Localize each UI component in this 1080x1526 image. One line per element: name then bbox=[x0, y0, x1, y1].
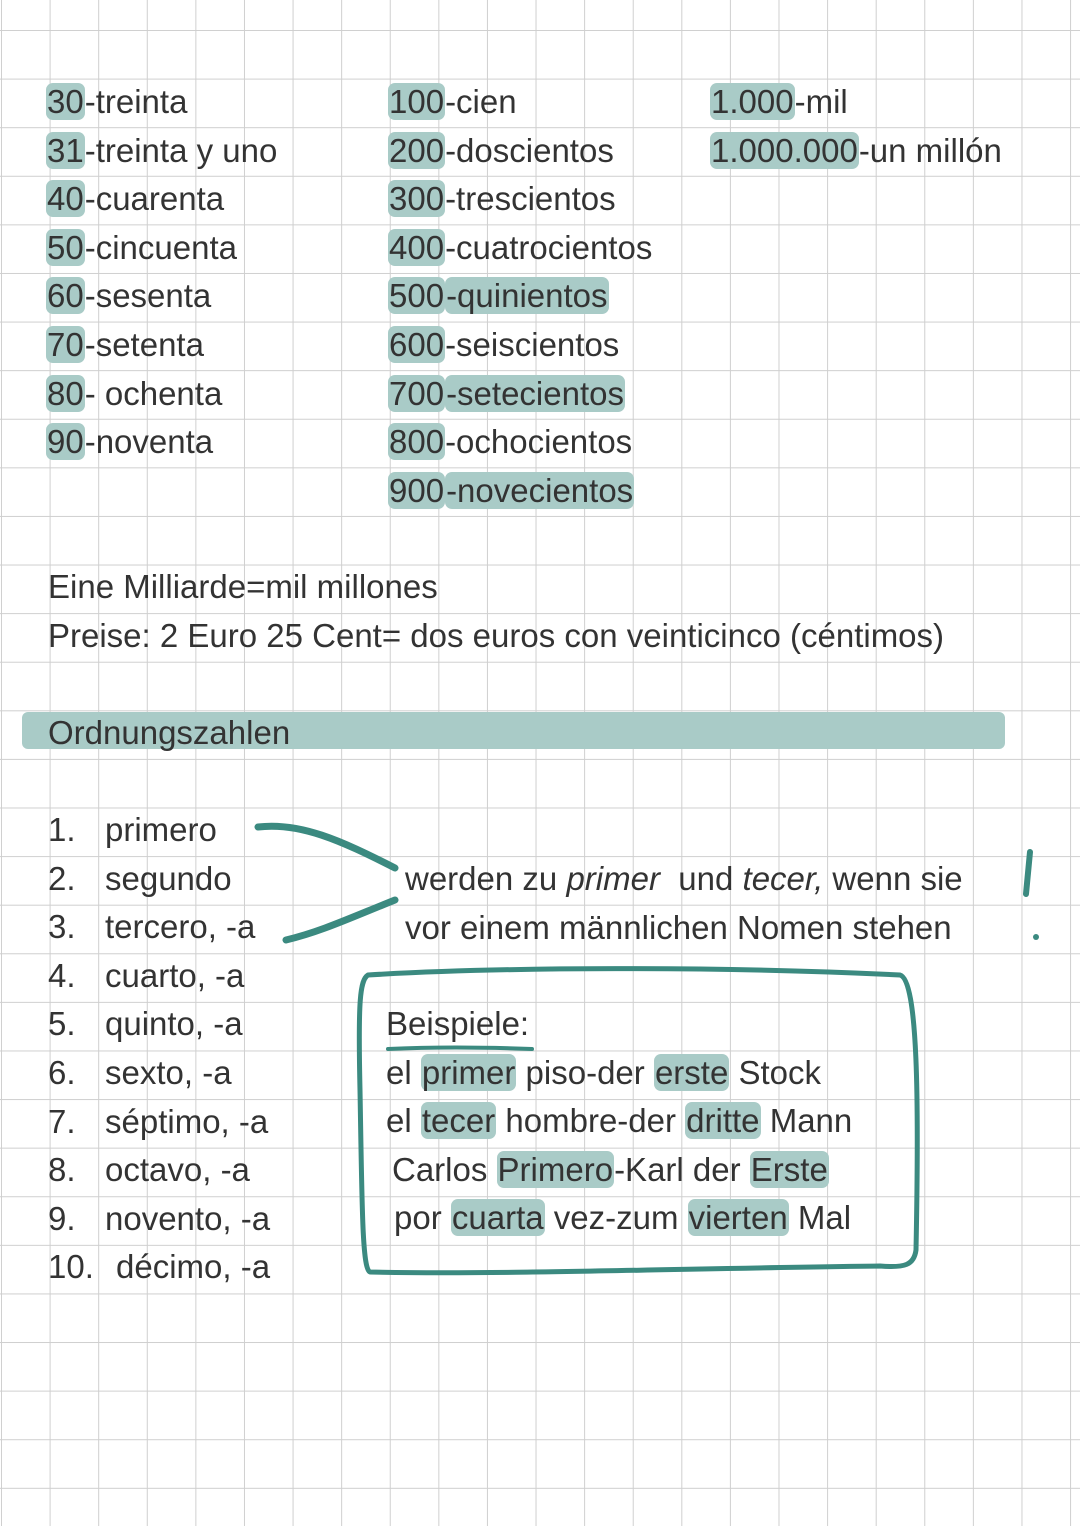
ordinal-note bbox=[405, 855, 963, 952]
list-item: 60-sesenta bbox=[47, 277, 212, 315]
examples-box bbox=[386, 1000, 852, 1243]
list-item: 9. novento, -a bbox=[48, 1199, 271, 1237]
milliarde-line: Eine Milliarde=mil millones bbox=[48, 568, 438, 605]
list-item: 80- ochenta bbox=[47, 374, 223, 412]
list-item: 500-quinientos bbox=[389, 277, 608, 315]
hundreds-list bbox=[388, 78, 652, 515]
tens-list bbox=[46, 78, 277, 467]
note-line-2: vor einem männlichen Nomen stehen bbox=[405, 908, 952, 946]
dot-mark bbox=[1033, 934, 1039, 940]
list-item: 2. segundo bbox=[48, 859, 232, 897]
list-item: 100-cien bbox=[389, 83, 517, 120]
example-line: el tecer hombre-der dritte Mann bbox=[386, 1102, 853, 1140]
list-item: 50-cincuenta bbox=[47, 228, 237, 266]
list-item: 8. octavo, -a bbox=[48, 1151, 250, 1189]
list-item: 7. séptimo, -a bbox=[48, 1102, 269, 1140]
bracket-upper-stroke bbox=[258, 826, 395, 868]
list-item: 900-novecientos bbox=[389, 471, 634, 509]
list-item: 90-noventa bbox=[47, 423, 214, 461]
list-item: 6. sexto, -a bbox=[48, 1053, 232, 1091]
bracket-lower-stroke bbox=[286, 900, 395, 940]
list-item: 3. tercero, -a bbox=[48, 908, 256, 946]
list-item: 1.000-mil bbox=[711, 83, 848, 120]
list-item: 1.000.000-un millón bbox=[711, 131, 1002, 169]
example-line: el primer piso-der erste Stock bbox=[386, 1053, 822, 1091]
ordinals-list bbox=[48, 806, 270, 1292]
tick-mark bbox=[1026, 852, 1030, 894]
example-line: por cuarta vez-zum vierten Mal bbox=[394, 1199, 852, 1237]
list-item: 5. quinto, -a bbox=[48, 1005, 243, 1043]
list-item: 10. décimo, -a bbox=[48, 1248, 271, 1286]
list-item: 40-cuarenta bbox=[47, 180, 225, 218]
note-line-1: werden zu primer und tecer, wenn sie bbox=[405, 860, 963, 897]
examples-title: Beispiele: bbox=[386, 1005, 530, 1042]
list-item: 4. cuarto, -a bbox=[48, 956, 245, 994]
list-item: 300-trescientos bbox=[389, 180, 616, 218]
list-item: 30-treinta bbox=[47, 83, 188, 120]
list-item: 700-setecientos bbox=[389, 374, 624, 412]
list-item: 200-doscientos bbox=[389, 131, 614, 169]
list-item: 800-ochocientos bbox=[389, 423, 633, 461]
list-item: 31-treinta y uno bbox=[47, 131, 278, 169]
example-line: Carlos Primero-Karl der Erste bbox=[392, 1150, 828, 1188]
list-item: 600-seiscientos bbox=[389, 325, 620, 363]
list-item: 70-setenta bbox=[47, 325, 204, 363]
list-item: 1. primero bbox=[48, 811, 217, 848]
preise-line: Preise: 2 Euro 25 Cent= dos euros con veinticinco (céntimos) bbox=[48, 617, 945, 654]
list-item: 400-cuatrocientos bbox=[389, 228, 653, 266]
thousands-list bbox=[710, 78, 1002, 175]
section-heading: Ordnungszahlen bbox=[48, 714, 291, 751]
